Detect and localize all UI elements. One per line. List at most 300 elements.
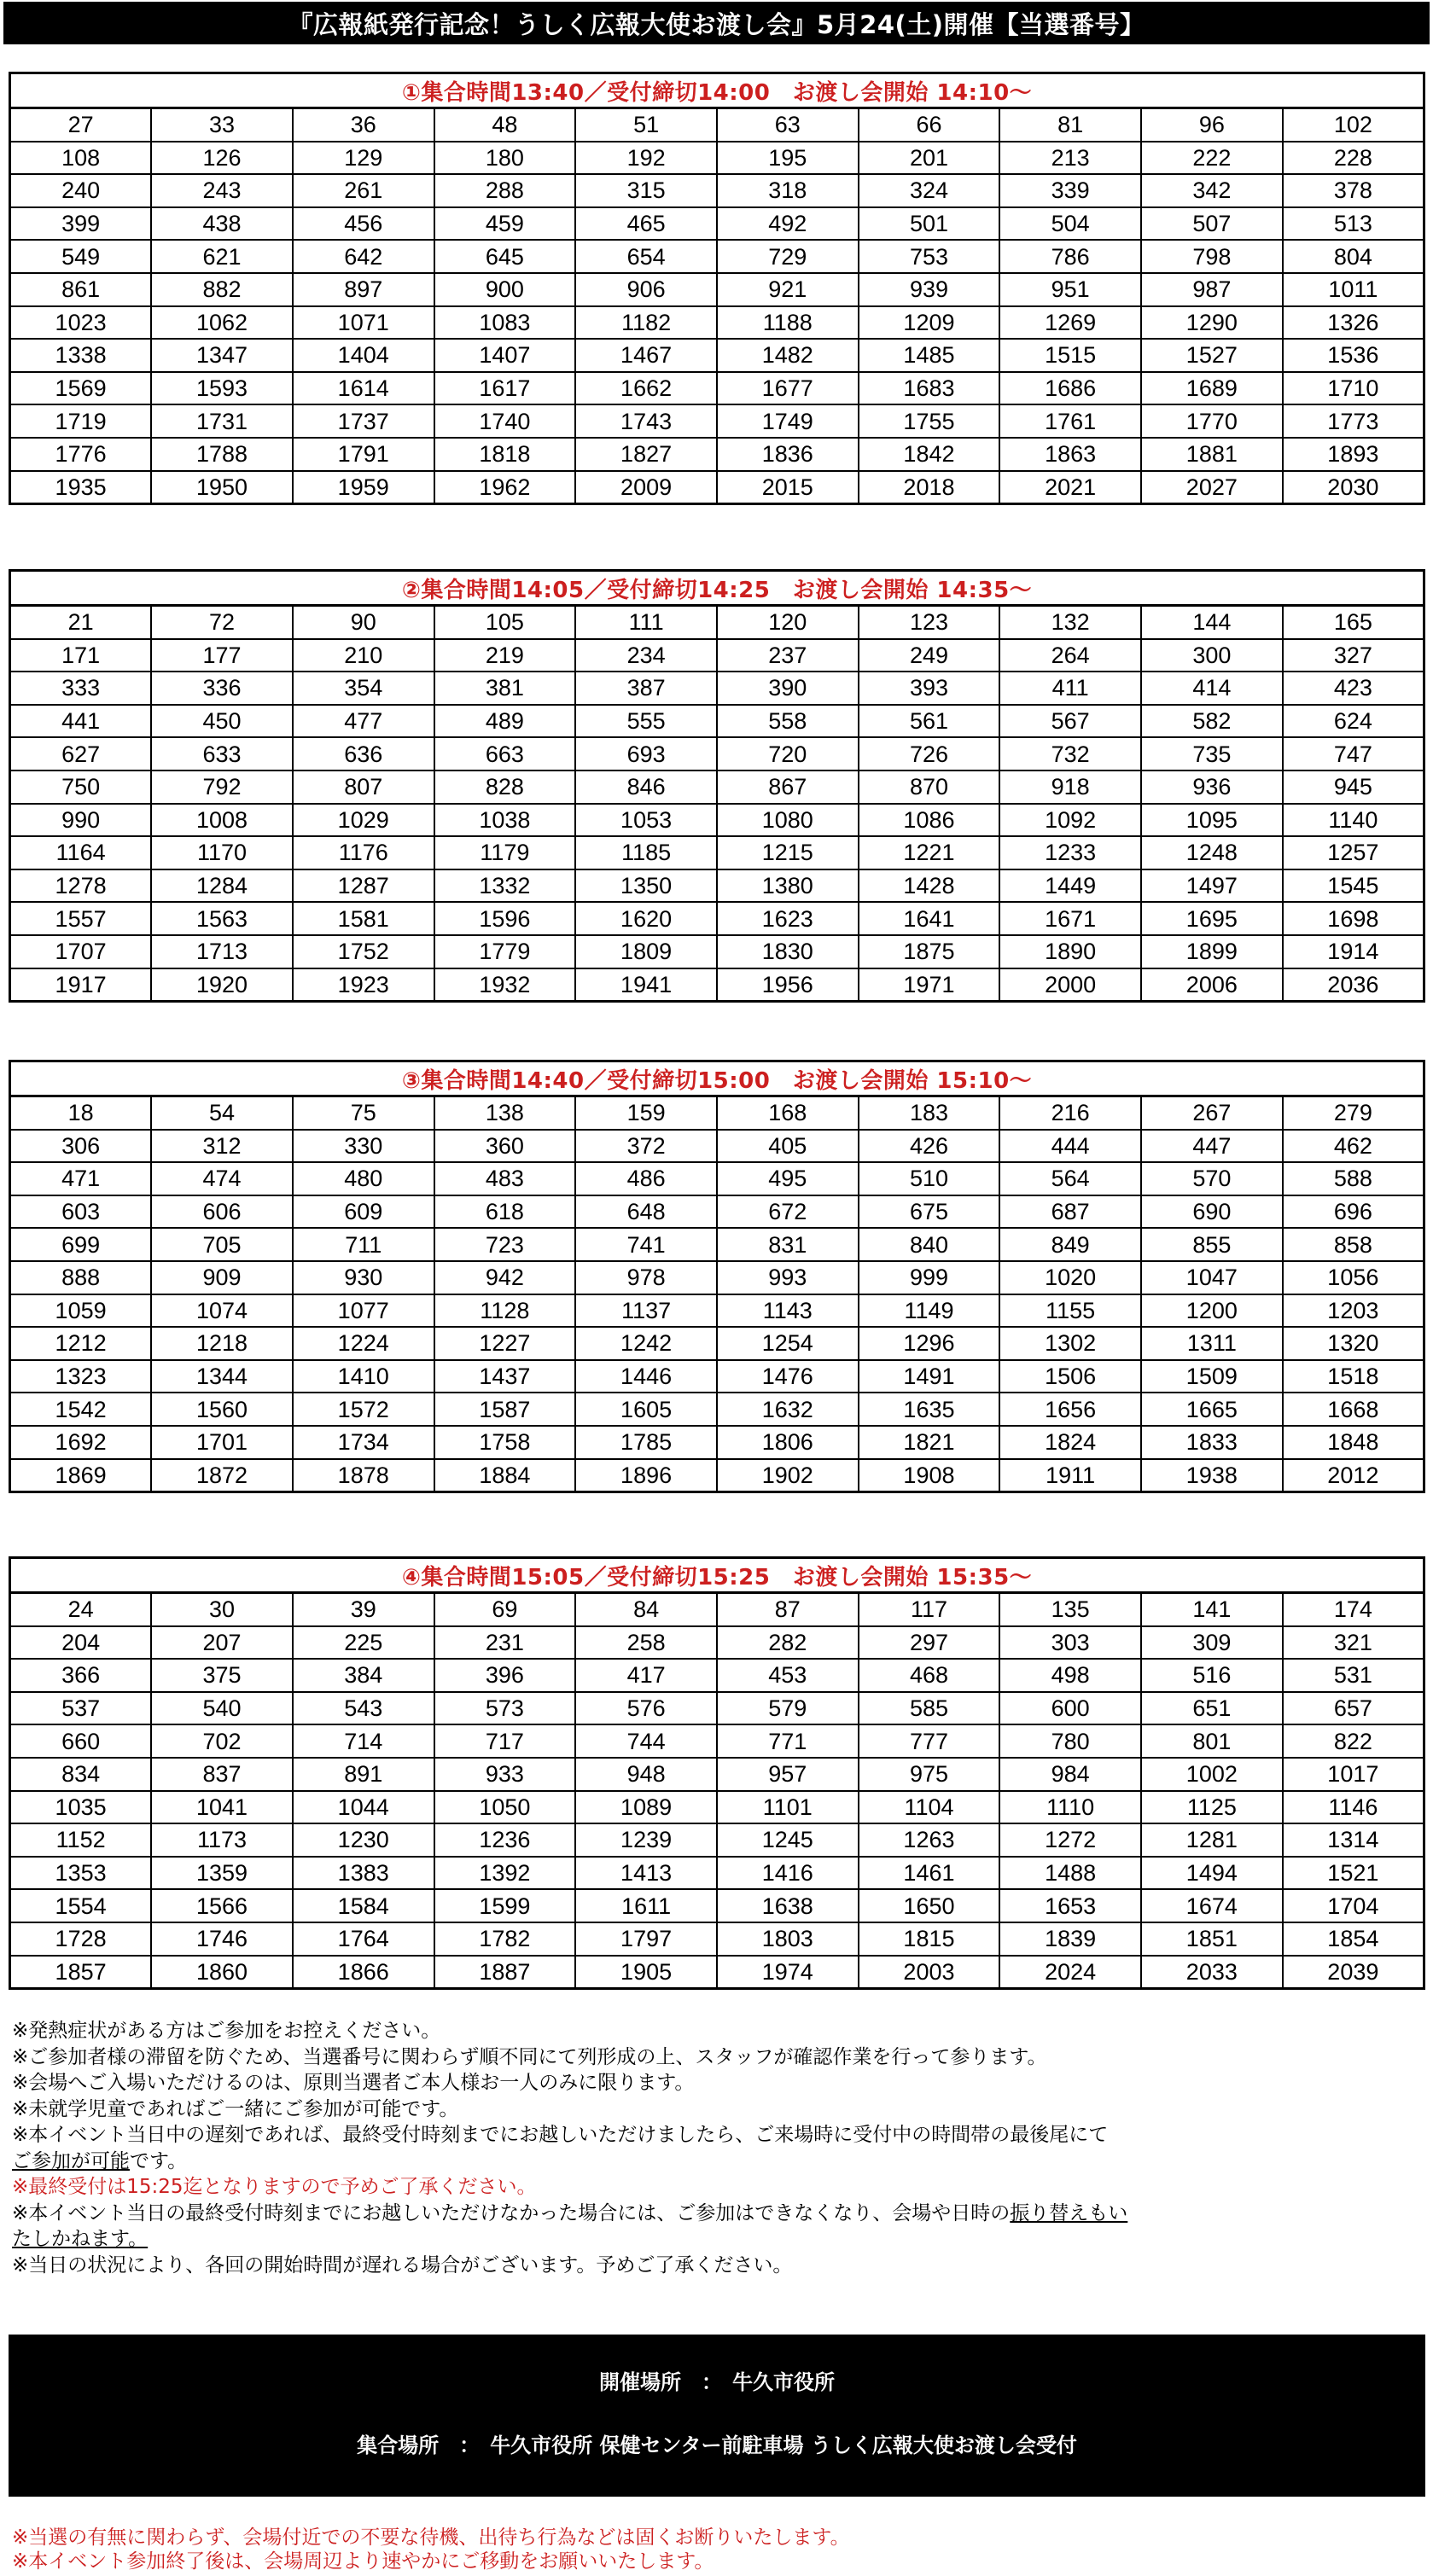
winning-number-cell: 1941 [575,968,717,1002]
winning-number-cell: 123 [859,606,1000,639]
winning-number-cell: 1731 [151,404,293,438]
winning-number-cell: 1692 [10,1426,152,1459]
winning-number-cell: 1605 [575,1393,717,1426]
winning-number-cell: 1497 [1141,869,1283,903]
winning-number-cell: 1869 [10,1459,152,1492]
winning-number-cell: 144 [1141,606,1283,639]
winning-number-cell: 1185 [575,836,717,869]
winning-number-cell: 1092 [999,804,1141,837]
winning-number-cell: 24 [10,1593,152,1626]
winning-number-cell: 585 [859,1692,1000,1725]
winning-number-cell: 1284 [151,869,293,903]
winning-number-cell: 1416 [717,1857,859,1890]
winning-number-cell: 1785 [575,1426,717,1459]
page-title: 『広報紙発行記念！うしく広報大使お渡し会』5月24(土)開催【当選番号】 [3,2,1430,44]
winning-number-cell: 1758 [434,1426,576,1459]
table-row [10,1659,1424,1692]
winning-number-cell: 474 [151,1162,293,1195]
winning-number-cell: 69 [434,1593,576,1626]
winning-number-cell: 882 [151,273,293,306]
winning-number-cell: 1035 [10,1791,152,1824]
winning-number-cell: 321 [1283,1626,1424,1660]
winning-number-cell: 1752 [293,935,434,968]
winning-number-cell: 1125 [1141,1791,1283,1824]
winning-number-cell: 1581 [293,902,434,935]
winning-number-cell: 1227 [434,1327,576,1360]
winning-number-cell: 1089 [575,1791,717,1824]
winning-number-cell: 354 [293,672,434,705]
table-row [10,1195,1424,1229]
winning-number-cell: 1842 [859,438,1000,471]
winning-number-cell: 231 [434,1626,576,1660]
winning-number-cell: 1203 [1283,1294,1424,1328]
winning-number-cell: 900 [434,273,576,306]
winning-number-cell: 1179 [434,836,576,869]
winning-number-cell: 453 [717,1659,859,1692]
winning-number-cell: 411 [999,672,1141,705]
winning-number-cell: 84 [575,1593,717,1626]
winning-number-cell: 702 [151,1724,293,1758]
winning-number-cell: 672 [717,1195,859,1229]
winning-number-cell: 483 [434,1162,576,1195]
winning-number-cell: 378 [1283,174,1424,207]
winning-number-cell: 1839 [999,1922,1141,1956]
winning-number-cell: 51 [575,108,717,142]
winning-number-cell: 339 [999,174,1141,207]
winning-number-cell: 1137 [575,1294,717,1328]
winning-number-cell: 1677 [717,372,859,405]
winning-number-cell: 1020 [999,1261,1141,1294]
winning-number-cell: 1359 [151,1857,293,1890]
winning-number-cell: 492 [717,207,859,241]
winning-number-cell: 258 [575,1626,717,1660]
winning-number-cell: 633 [151,737,293,770]
winning-number-cell: 381 [434,672,576,705]
winning-number-cell: 1071 [293,306,434,340]
winning-number-cell: 1482 [717,339,859,372]
winning-number-cell: 840 [859,1228,1000,1261]
winning-number-cell: 1764 [293,1922,434,1956]
note-no-transfer-cont [12,2226,1420,2253]
winning-number-cell: 414 [1141,672,1283,705]
winning-number-cell: 555 [575,705,717,738]
winning-number-cell: 1314 [1283,1823,1424,1857]
winning-number-cell: 942 [434,1261,576,1294]
table-row [10,737,1424,770]
table-row [10,1162,1424,1195]
winning-number-cell: 1209 [859,306,1000,340]
winning-number-cell: 306 [10,1130,152,1163]
winning-number-cell: 1611 [575,1889,717,1922]
winning-number-cell: 618 [434,1195,576,1229]
winning-number-cell: 1656 [999,1393,1141,1426]
winning-number-cell: 1821 [859,1426,1000,1459]
winning-number-cell: 1908 [859,1459,1000,1492]
winning-number-cell: 1287 [293,869,434,903]
winning-number-cell: 327 [1283,639,1424,672]
winning-number-cell: 1689 [1141,372,1283,405]
winning-number-cell: 798 [1141,240,1283,273]
winning-number-cell: 1848 [1283,1426,1424,1459]
winning-number-cell: 1815 [859,1922,1000,1956]
winning-number-cell: 807 [293,770,434,804]
winning-number-cell: 1074 [151,1294,293,1328]
winning-number-cell: 741 [575,1228,717,1261]
winning-number-cell: 2027 [1141,471,1283,504]
winning-number-cell: 1713 [151,935,293,968]
winning-number-cell: 75 [293,1096,434,1130]
footer-note-waiting: ※当選の有無に関わらず、会場付近での不要な待機、出待ち行為などは固くお断りいたします。 [12,2527,850,2549]
winning-number-cell: 642 [293,240,434,273]
winning-number-cell: 1707 [10,935,152,968]
winning-number-cell: 1449 [999,869,1141,903]
winning-number-cell: 564 [999,1162,1141,1195]
winning-number-cell: 1296 [859,1327,1000,1360]
winning-number-cell: 780 [999,1724,1141,1758]
winning-number-cell: 1239 [575,1823,717,1857]
winning-number-cell: 732 [999,737,1141,770]
winning-number-cell: 993 [717,1261,859,1294]
table-row [10,1294,1424,1328]
winning-number-cell: 1200 [1141,1294,1283,1328]
winning-number-cell: 1890 [999,935,1141,968]
winning-number-cell: 1164 [10,836,152,869]
winning-number-cell: 2033 [1141,1956,1283,1989]
winning-number-cell: 1263 [859,1823,1000,1857]
table-row [10,968,1424,1002]
winning-number-cell: 1959 [293,471,434,504]
table-row [10,1228,1424,1261]
winning-number-cell: 543 [293,1692,434,1725]
winning-number-cell: 1344 [151,1360,293,1393]
table-row [10,1593,1424,1626]
winning-number-cell: 234 [575,639,717,672]
winning-number-cell: 465 [575,207,717,241]
winning-number-cell: 489 [434,705,576,738]
winning-number-cell: 777 [859,1724,1000,1758]
winning-number-cell: 471 [10,1162,152,1195]
winning-number-cell: 693 [575,737,717,770]
winning-number-cell: 267 [1141,1096,1283,1130]
winning-number-cell: 1461 [859,1857,1000,1890]
winning-number-cell: 930 [293,1261,434,1294]
winning-number-cell: 1149 [859,1294,1000,1328]
winning-number-cell: 1047 [1141,1261,1283,1294]
session-1-table [9,72,1425,505]
winning-number-cell: 891 [293,1758,434,1791]
winning-number-cell: 933 [434,1758,576,1791]
winning-number-cell: 1269 [999,306,1141,340]
winning-number-cell: 111 [575,606,717,639]
winning-number-cell: 1962 [434,471,576,504]
winning-number-cell: 792 [151,770,293,804]
footer-notes [12,2526,1420,2573]
winning-number-cell: 261 [293,174,434,207]
winning-number-cell: 2036 [1283,968,1424,1002]
winning-number-cell: 237 [717,639,859,672]
table-row [10,339,1424,372]
table-row [10,1426,1424,1459]
winning-number-cell: 1077 [293,1294,434,1328]
winning-number-cell: 1245 [717,1823,859,1857]
winning-number-cell: 1485 [859,339,1000,372]
winning-number-cell: 786 [999,240,1141,273]
winning-number-cell: 1011 [1283,273,1424,306]
winning-number-cell: 1701 [151,1426,293,1459]
winning-number-cell: 948 [575,1758,717,1791]
winning-number-cell: 1878 [293,1459,434,1492]
winning-number-cell: 1875 [859,935,1000,968]
winning-number-cell: 1755 [859,404,1000,438]
table-row [10,174,1424,207]
winning-number-cell: 108 [10,142,152,175]
winning-number-cell: 1437 [434,1360,576,1393]
winning-number-cell: 219 [434,639,576,672]
winning-number-cell: 648 [575,1195,717,1229]
winning-number-cell: 426 [859,1130,1000,1163]
winning-number-cell: 906 [575,273,717,306]
winning-number-cell: 1749 [717,404,859,438]
table-row [10,306,1424,340]
note-queue: ※ご参加者様の滞留を防ぐため、当選番号に関わらず順不同にて列形成の上、スタッフが確認作業を行って参ります。 [12,2045,1047,2068]
winning-number-cell: 1518 [1283,1360,1424,1393]
winning-number-cell: 444 [999,1130,1141,1163]
winning-number-cell: 1638 [717,1889,859,1922]
winning-number-cell: 855 [1141,1228,1283,1261]
winning-number-cell: 1302 [999,1327,1141,1360]
table-row [10,804,1424,837]
winning-number-cell: 1008 [151,804,293,837]
winning-number-cell: 1236 [434,1823,576,1857]
table-row [10,207,1424,241]
winning-number-cell: 87 [717,1593,859,1626]
winning-number-cell: 495 [717,1162,859,1195]
winning-number-cell: 540 [151,1692,293,1725]
winning-number-cell: 1278 [10,869,152,903]
winning-number-cell: 375 [151,1659,293,1692]
venue-place: 開催場所 ： 牛久市役所 [599,2370,835,2394]
winning-number-cell: 2006 [1141,968,1283,1002]
winning-number-cell: 48 [434,108,576,142]
winning-number-cell: 18 [10,1096,152,1130]
table-row [10,273,1424,306]
winning-number-cell: 195 [717,142,859,175]
winning-number-cell: 831 [717,1228,859,1261]
venue-box [9,2335,1425,2497]
winning-number-cell: 558 [717,705,859,738]
winning-number-cell: 1338 [10,339,152,372]
winning-number-cell: 1326 [1283,306,1424,340]
winning-number-cell: 1884 [434,1459,576,1492]
table-row [10,1758,1424,1791]
winning-number-cell: 66 [859,108,1000,142]
winning-number-cell: 999 [859,1261,1000,1294]
winning-number-cell: 459 [434,207,576,241]
winning-number-cell: 1950 [151,471,293,504]
winning-number-cell: 1662 [575,372,717,405]
winning-number-cell: 660 [10,1724,152,1758]
winning-number-cell: 1935 [10,471,152,504]
winning-number-cell: 1674 [1141,1889,1283,1922]
winning-number-cell: 1128 [434,1294,576,1328]
winning-number-cell: 387 [575,672,717,705]
winning-number-cell: 330 [293,1130,434,1163]
winning-number-cell: 309 [1141,1626,1283,1660]
winning-number-cell: 570 [1141,1162,1283,1195]
winning-number-cell: 1893 [1283,438,1424,471]
winning-number-cell: 531 [1283,1659,1424,1692]
note-no-transfer-underline-end: たしかねます。 [12,2228,149,2250]
winning-number-cell: 1572 [293,1393,434,1426]
table-row [10,1096,1424,1130]
table-row [10,935,1424,968]
winning-number-cell: 567 [999,705,1141,738]
winning-number-cell: 1905 [575,1956,717,1989]
winning-number-cell: 936 [1141,770,1283,804]
winning-number-cell: 846 [575,770,717,804]
table-row [10,902,1424,935]
session-4-heading: ④集合時間15:05／受付締切15:25 お渡し会開始 15:35～ [10,1558,1424,1593]
winning-number-cell: 228 [1283,142,1424,175]
session-3-table [9,1060,1425,1493]
winning-number-cell: 1542 [10,1393,152,1426]
winning-number-cell: 39 [293,1593,434,1626]
winning-number-cell: 1584 [293,1889,434,1922]
winning-number-cell: 1290 [1141,306,1283,340]
winning-number-cell: 1920 [151,968,293,1002]
winning-number-cell: 1569 [10,372,152,405]
table-row [10,639,1424,672]
winning-number-cell: 1218 [151,1327,293,1360]
winning-number-cell: 1557 [10,902,152,935]
winning-number-cell: 1872 [151,1459,293,1492]
winning-number-cell: 405 [717,1130,859,1163]
winning-number-cell: 1641 [859,902,1000,935]
winning-number-cell: 207 [151,1626,293,1660]
winning-number-cell: 171 [10,639,152,672]
winning-number-cell: 1683 [859,372,1000,405]
winning-number-cell: 507 [1141,207,1283,241]
winning-number-cell: 1710 [1283,372,1424,405]
table-row [10,672,1424,705]
winning-number-cell: 396 [434,1659,576,1692]
winning-number-cell: 1056 [1283,1261,1424,1294]
winning-number-cell: 1413 [575,1857,717,1890]
winning-number-cell: 1788 [151,438,293,471]
winning-number-cell: 870 [859,770,1000,804]
session-2-heading: ②集合時間14:05／受付締切14:25 お渡し会開始 14:35～ [10,571,1424,606]
winning-number-cell: 222 [1141,142,1283,175]
winning-number-cell: 165 [1283,606,1424,639]
winning-number-cell: 1761 [999,404,1141,438]
winning-number-cell: 1956 [717,968,859,1002]
table-row [10,438,1424,471]
winning-number-cell: 2018 [859,471,1000,504]
winning-number-cell: 513 [1283,207,1424,241]
winning-number-cell: 1110 [999,1791,1141,1824]
winning-number-cell: 696 [1283,1195,1424,1229]
table-row [10,1922,1424,1956]
winning-number-cell: 132 [999,606,1141,639]
winning-number-cell: 801 [1141,1724,1283,1758]
winning-number-cell: 1650 [859,1889,1000,1922]
note-no-transfer-text: ※本イベント当日の最終受付時刻までにお越しいただけなかった場合には、ご参加はできなくなり、会場や日時の [12,2201,1011,2224]
winning-number-cell: 81 [999,108,1141,142]
winning-number-cell: 183 [859,1096,1000,1130]
winning-number-cell: 1863 [999,438,1141,471]
winning-number-cell: 1599 [434,1889,576,1922]
winning-number-cell: 1887 [434,1956,576,1989]
winning-number-cell: 1536 [1283,339,1424,372]
winning-number-cell: 1923 [293,968,434,1002]
note-late-arrival-cont [12,2149,1420,2175]
winning-number-cell: 858 [1283,1228,1424,1261]
winning-number-cell: 117 [859,1593,1000,1626]
winning-number-cell: 1860 [151,1956,293,1989]
winning-number-cell: 501 [859,207,1000,241]
winning-number-cell: 1173 [151,1823,293,1857]
winning-number-cell: 1560 [151,1393,293,1426]
winning-number-cell: 2021 [999,471,1141,504]
winning-number-cell: 867 [717,770,859,804]
winning-number-cell: 726 [859,737,1000,770]
table-row [10,1459,1424,1492]
winning-number-cell: 750 [10,770,152,804]
winning-number-cell: 399 [10,207,152,241]
winning-number-cell: 1242 [575,1327,717,1360]
winning-number-cell: 159 [575,1096,717,1130]
winning-number-cell: 537 [10,1692,152,1725]
winning-number-cell: 1272 [999,1823,1141,1857]
winning-number-cell: 1632 [717,1393,859,1426]
winning-number-cell: 126 [151,142,293,175]
winning-number-cell: 2012 [1283,1459,1424,1492]
winning-number-cell: 456 [293,207,434,241]
note-final-reception: ※最終受付は15:25迄となりますので予めご了承ください。 [12,2176,537,2198]
winning-number-cell: 1188 [717,306,859,340]
winning-number-cell: 300 [1141,639,1283,672]
winning-number-cell: 609 [293,1195,434,1229]
winning-number-cell: 606 [151,1195,293,1229]
winning-number-cell: 180 [434,142,576,175]
table-row [10,404,1424,438]
winning-number-cell: 1818 [434,438,576,471]
winning-number-cell: 1737 [293,404,434,438]
winning-number-cell: 192 [575,142,717,175]
table-row [10,1724,1424,1758]
winning-number-cell: 1254 [717,1327,859,1360]
winning-number-cell: 1671 [999,902,1141,935]
session-1-heading: ①集合時間13:40／受付締切14:00 お渡し会開始 14:10～ [10,73,1424,108]
winning-number-cell: 1053 [575,804,717,837]
table-row [10,1626,1424,1660]
session-4-table [9,1556,1425,1990]
winning-number-cell: 360 [434,1130,576,1163]
winning-number-cell: 1044 [293,1791,434,1824]
winning-number-cell: 33 [151,108,293,142]
winning-number-cell: 576 [575,1692,717,1725]
winning-number-cell: 627 [10,737,152,770]
session-3-heading: ③集合時間14:40／受付締切15:00 お渡し会開始 15:10～ [10,1061,1424,1096]
winning-number-cell: 1095 [1141,804,1283,837]
note-children: ※未就学児童であればご一緒にご参加が可能です。 [12,2097,459,2120]
winning-number-cell: 822 [1283,1724,1424,1758]
table-row [10,770,1424,804]
winning-number-cell: 1404 [293,339,434,372]
winning-number-cell: 657 [1283,1692,1424,1725]
winning-number-cell: 1101 [717,1791,859,1824]
winning-number-cell: 447 [1141,1130,1283,1163]
